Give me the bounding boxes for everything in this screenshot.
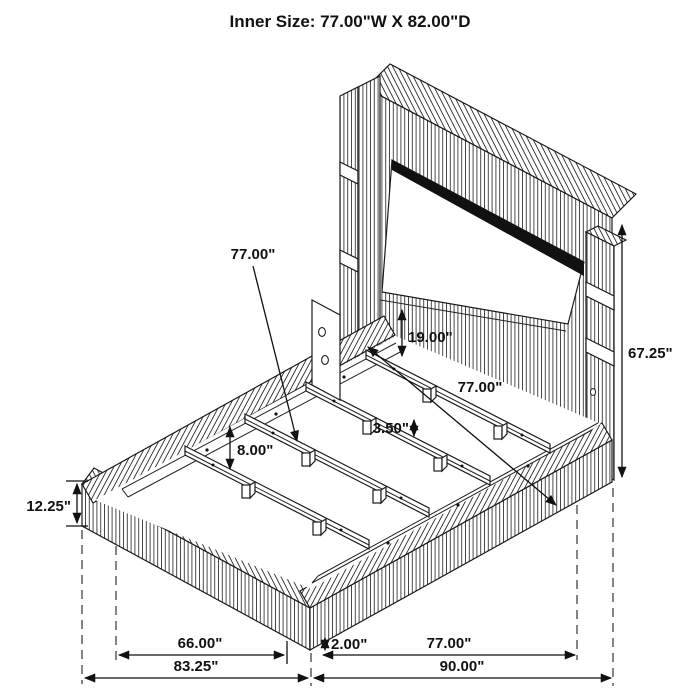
dim-rail-drop-label: 8.00" (237, 442, 274, 459)
dim-inner-span-label: 77.00" (426, 635, 472, 652)
dim-headboard-height-label: 67.25" (628, 345, 673, 362)
right-post-bolt-hole (590, 389, 595, 396)
bolt-hole-1 (319, 328, 326, 337)
diagram-title: Inner Size: 77.00"W X 82.00"D (229, 12, 471, 31)
dim-base-height-label: 12.25" (26, 498, 71, 515)
dim-lower-panel-label: 19.00" (408, 329, 453, 346)
dim-slat-span-label: 66.00" (177, 635, 223, 652)
dim-ledge-label: 2.00" (331, 636, 368, 653)
dim-inner-width-label: 77.00" (457, 379, 503, 396)
dim-outer-span-label: 90.00" (439, 658, 485, 675)
dim-slat-length-label: 77.00" (230, 246, 276, 263)
headboard-leg (312, 300, 340, 400)
bolt-hole-2 (322, 356, 329, 365)
dim-slat-thickness-label: 3.50" (372, 420, 409, 437)
dim-outer-side-label: 83.25" (173, 658, 219, 675)
